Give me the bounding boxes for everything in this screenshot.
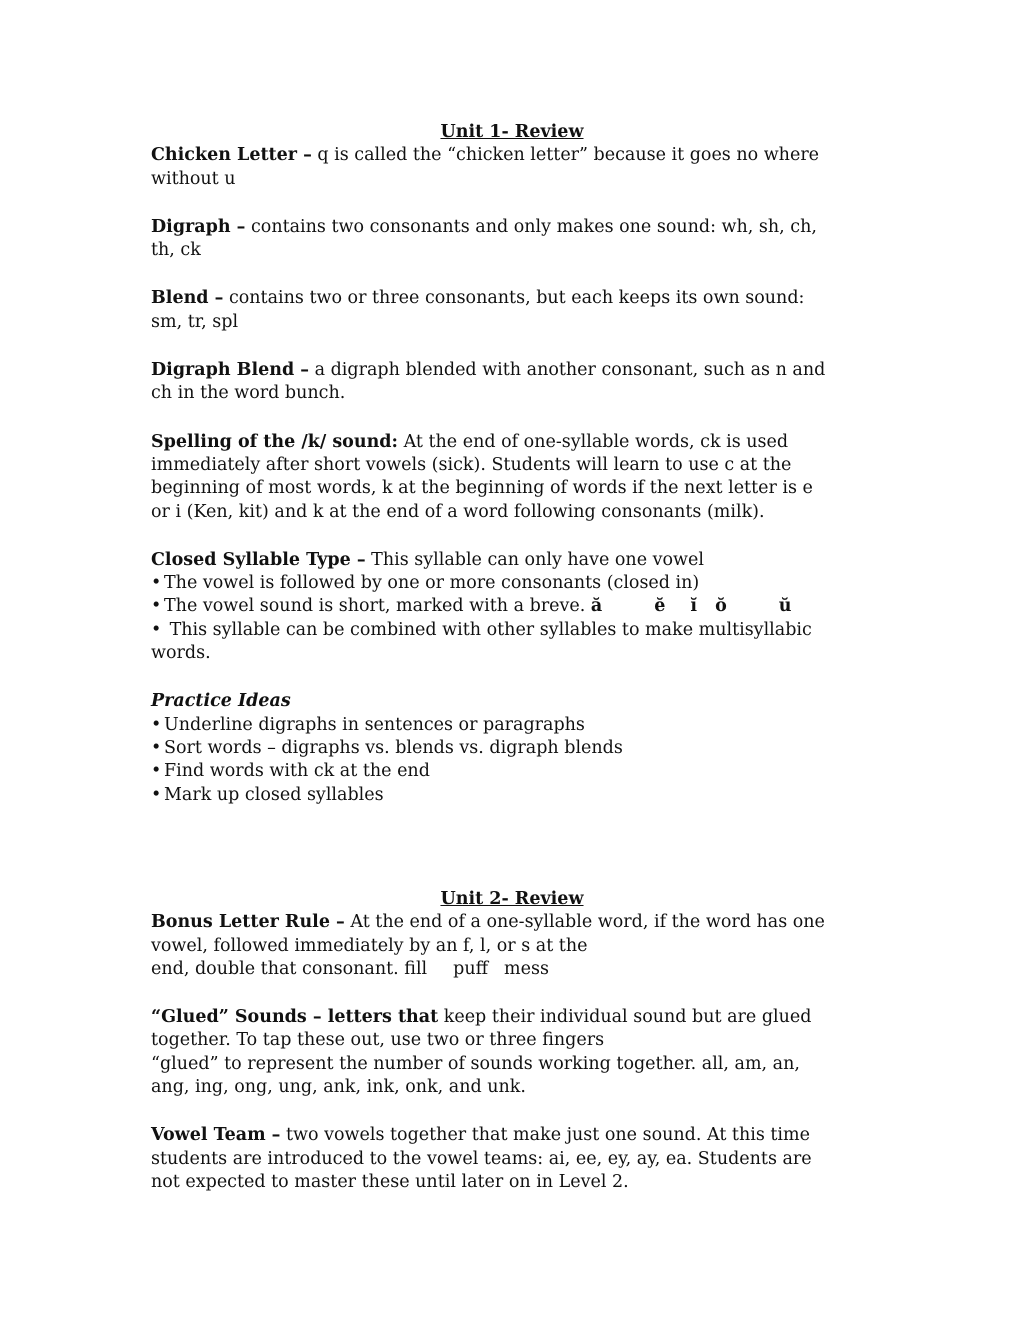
breve-i: ĭ (690, 596, 698, 617)
glued-sounds-text-2: together. To tap these out, use two or three fingers (151, 1030, 605, 1051)
digraph-term: Digraph – (151, 216, 246, 237)
spelling-k-text-1: At the end of one-syllable words, ck is used (398, 431, 789, 452)
breve-u: ŭ (778, 596, 792, 617)
bonus-letter-text-3: end, double that consonant. fill puff mess (151, 958, 549, 979)
practice-item: • Mark up closed syllables (151, 784, 873, 807)
blend-term: Blend – (151, 288, 224, 309)
chicken-letter-paragraph (151, 144, 873, 191)
spelling-k-paragraph (151, 431, 873, 524)
bonus-example-puff: puff (453, 958, 489, 979)
blend-text-2: sm, tr, spl (151, 311, 239, 332)
bonus-letter-paragraph (151, 911, 873, 981)
unit2-section (151, 888, 873, 1219)
practice-item: • Find words with ck at the end (151, 760, 873, 783)
glued-sounds-term: “Glued” Sounds – letters that (151, 1007, 439, 1028)
bonus-example-mess: mess (504, 958, 549, 979)
spelling-k-text-3: beginning of most words, k at the beginning of words if the next letter is e (151, 478, 813, 499)
digraph-paragraph (151, 216, 873, 263)
spelling-k-text-4: or i (Ken, kit) and k at the end of a word following consonants (milk). (151, 501, 765, 522)
bullet-icon: • (151, 784, 162, 805)
breve-e: ĕ (654, 596, 666, 617)
closed-syllable-paragraph (151, 549, 873, 665)
vowel-team-text-2: students are introduced to the vowel teams: ai, ee, ey, ay, ea. Students are (151, 1148, 812, 1169)
digraph-blend-paragraph (151, 359, 873, 406)
bonus-letter-term: Bonus Letter Rule – (151, 912, 345, 933)
bullet-icon: • (151, 761, 162, 782)
bullet-icon: • (151, 619, 162, 640)
blend-paragraph (151, 287, 873, 334)
bullet-icon: • (151, 737, 162, 758)
practice-item: • Underline digraphs in sentences or paragraphs (151, 714, 873, 737)
glued-sounds-text-4: ang, ing, ong, ung, ank, ink, onk, and unk. (151, 1077, 526, 1098)
digraph-blend-text-2: ch in the word bunch. (151, 383, 346, 404)
digraph-text-2: th, ck (151, 240, 201, 261)
vowel-team-text-1: two vowels together that make just one sound. At this time (280, 1125, 810, 1146)
digraph-text-1: contains two consonants and only makes one sound: wh, sh, ch, (245, 216, 817, 237)
practice-ideas-title: Practice Ideas (151, 691, 291, 712)
unit2-title: Unit 2- Review (440, 889, 584, 909)
closed-syllable-term: Closed Syllable Type – (151, 549, 366, 570)
spelling-k-text-2: immediately after short vowels (sick). Students will learn to use c at the (151, 454, 792, 475)
closed-syllable-bullet-3: • This syllable can be combined with other syllables to make multisyllabic (151, 619, 873, 642)
spelling-k-term: Spelling of the /k/ sound: (151, 431, 398, 452)
chicken-letter-term: Chicken Letter – (151, 145, 312, 166)
breve-a: ă (590, 596, 603, 617)
blend-text-1: contains two or three consonants, but each keeps its own sound: (223, 288, 805, 309)
bullet-icon: • (151, 714, 162, 735)
glued-sounds-paragraph (151, 1006, 873, 1099)
bonus-letter-text-2: vowel, followed immediately by an f, l, or s at the (151, 935, 588, 956)
glued-sounds-text-1: keep their individual sound but are glued (438, 1007, 812, 1028)
bonus-letter-text-1: At the end of a one-syllable word, if the word has one (344, 912, 825, 933)
closed-syllable-text-1: This syllable can only have one vowel (365, 549, 704, 570)
chicken-letter-text-1: q is called the “chicken letter” because it goes no where (311, 145, 820, 166)
closed-syllable-bullet-1: • The vowel is followed by one or more consonants (closed in) (151, 572, 873, 595)
practice-item: • Sort words – digraphs vs. blends vs. digraph blends (151, 737, 873, 760)
practice-ideas-section (151, 690, 873, 806)
digraph-blend-text-1: a digraph blended with another consonant, such as n and (309, 360, 826, 381)
bullet-icon: • (151, 596, 162, 617)
vowel-team-term: Vowel Team – (151, 1125, 281, 1146)
glued-sounds-text-3: “glued” to represent the number of sounds working together. all, am, an, (151, 1053, 800, 1074)
bullet-icon: • (151, 573, 162, 594)
vowel-team-paragraph (151, 1124, 873, 1194)
digraph-blend-term: Digraph Blend – (151, 360, 310, 381)
closed-syllable-bullet-2: • The vowel sound is short, marked with a breve. ă ĕ ĭ ŏ ŭ (151, 595, 873, 618)
vowel-team-text-3: not expected to master these until later on in Level 2. (151, 1171, 629, 1192)
unit1-title: Unit 1- Review (440, 122, 584, 142)
breve-o: ŏ (715, 596, 727, 617)
closed-syllable-bullet-3-cont: words. (151, 643, 211, 664)
unit1-section (151, 121, 873, 832)
chicken-letter-text-2: without u (151, 168, 236, 189)
